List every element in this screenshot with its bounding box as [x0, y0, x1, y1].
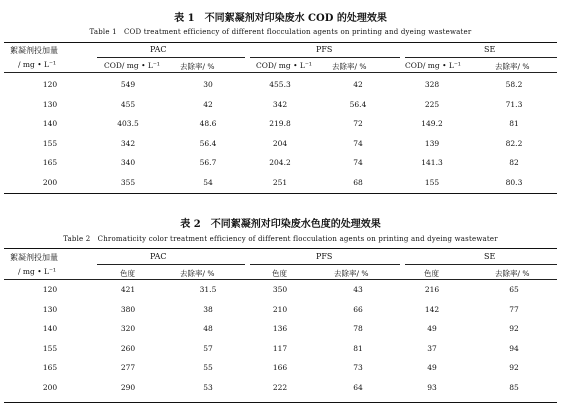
table-cell: 421 [120, 285, 136, 294]
table2-subheader: 色度 [120, 269, 135, 278]
table1-top-rule [4, 42, 557, 43]
table2-subheader: 去除率/ % [180, 269, 215, 278]
table-cell: 56.4 [199, 138, 217, 148]
table-cell: 117 [272, 343, 288, 353]
table-cell: 403.5 [117, 119, 139, 128]
table-cell: 219.8 [269, 119, 291, 128]
dosage-cell: 140 [42, 324, 58, 333]
table-cell: 355 [120, 177, 136, 187]
table-cell: 58.2 [505, 80, 523, 89]
table-cell: 48 [203, 324, 213, 333]
table-cell: 94 [509, 343, 519, 353]
table2-title-en: Table 2 Chromaticity color treatment efficiency of different flocculation agents on printing and dyeing wastewater [63, 235, 498, 243]
table-cell: 350 [272, 285, 288, 294]
table-cell: 71.3 [505, 99, 523, 109]
table-cell: 80.3 [505, 177, 523, 187]
table-cell: 204 [272, 138, 288, 148]
table-cell: 277 [120, 363, 136, 372]
table-cell: 222 [272, 382, 288, 392]
dosage-cell: 165 [42, 363, 58, 372]
table1-group-rule-pac [97, 57, 245, 58]
table-cell: 155 [424, 177, 440, 187]
dosage-cell: 155 [42, 138, 58, 148]
table-cell: 43 [353, 285, 363, 294]
table-cell: 340 [120, 158, 136, 167]
table2-subheader: 去除率/ % [334, 269, 369, 278]
table1-row-header-line2: / mg • L⁻¹ [18, 60, 56, 69]
table1-group-pac: PAC [150, 45, 167, 54]
table2-top-rule [4, 248, 557, 249]
dosage-cell: 200 [42, 177, 58, 187]
table2-group-se: SE [484, 252, 496, 261]
table-cell: 56.4 [349, 99, 367, 109]
dosage-cell: 130 [42, 99, 58, 109]
table-cell: 204.2 [269, 158, 291, 167]
table1-subheader: COD/ mg • L⁻¹ [256, 61, 312, 70]
table2-header-rule [4, 279, 557, 280]
table-cell: 82.2 [505, 138, 523, 148]
table-cell: 42 [203, 99, 213, 109]
table-cell: 149.2 [421, 119, 443, 128]
table-cell: 48.6 [199, 119, 217, 128]
table-cell: 142 [424, 304, 440, 314]
table-cell: 53 [203, 382, 213, 392]
table-cell: 49 [427, 363, 437, 372]
table-cell: 216 [424, 285, 440, 294]
table-cell: 57 [203, 343, 213, 353]
table-cell: 31.5 [199, 285, 217, 294]
table2-subheader: 去除率/ % [495, 269, 530, 278]
table-cell: 92 [509, 363, 519, 372]
table2-group-rule-pac [97, 264, 245, 265]
table-cell: 65 [509, 285, 519, 294]
table-cell: 455.3 [269, 80, 291, 89]
table-cell: 92 [509, 324, 519, 333]
table-cell: 342 [272, 99, 288, 109]
table-cell: 74 [353, 138, 363, 148]
table1-group-se: SE [484, 45, 496, 54]
table-cell: 320 [120, 324, 136, 333]
table1-subheader: 去除率/ % [180, 62, 215, 71]
table1-title-cn: 表 1 不同絮凝剂对印染废水 COD 的处理效果 [174, 13, 387, 24]
table-cell: 78 [353, 324, 363, 333]
dosage-cell: 155 [42, 343, 58, 353]
table-cell: 93 [427, 382, 437, 392]
table2-title-cn: 表 2 不同絮凝剂对印染废水色度的处理效果 [180, 219, 381, 230]
table-cell: 55 [203, 363, 213, 372]
table1-group-pfs: PFS [316, 45, 333, 54]
dosage-cell: 200 [42, 382, 58, 392]
table-cell: 210 [272, 304, 288, 314]
table-cell: 260 [120, 343, 136, 353]
table-cell: 342 [120, 138, 136, 148]
table2-group-rule-se [405, 264, 557, 265]
table1-title-en: Table 1 COD treatment efficiency of different flocculation agents on printing and dyeing wastewater [89, 28, 472, 36]
table-cell: 81 [509, 119, 519, 128]
table2-group-pfs: PFS [316, 252, 333, 261]
table-cell: 380 [120, 304, 136, 314]
dosage-cell: 140 [42, 119, 58, 128]
table-cell: 68 [353, 177, 363, 187]
table2-row-header-line2: / mg • L⁻¹ [18, 267, 56, 276]
table-cell: 81 [353, 343, 363, 353]
table-cell: 42 [353, 80, 363, 89]
table-cell: 549 [120, 80, 136, 89]
table-cell: 30 [203, 80, 213, 89]
table-cell: 251 [272, 177, 288, 187]
table-cell: 64 [353, 382, 363, 392]
table-cell: 37 [427, 343, 437, 353]
table-cell: 136 [272, 324, 288, 333]
table-cell: 85 [509, 382, 519, 392]
table-cell: 139 [424, 138, 440, 148]
table2-group-rule-pfs [250, 264, 400, 265]
table1-subheader: 去除率/ % [495, 62, 530, 71]
table-cell: 225 [424, 99, 440, 109]
table1-group-rule-pfs [250, 57, 400, 58]
table1-group-rule-se [405, 57, 557, 58]
table1-subheader: COD/ mg • L⁻¹ [104, 61, 160, 70]
table-cell: 455 [120, 99, 136, 109]
table1-header-rule [4, 72, 557, 73]
table-cell: 72 [353, 119, 363, 128]
table1-row-header-line1: 絮凝剂投加量 [10, 46, 58, 55]
table-cell: 56.7 [199, 158, 217, 167]
dosage-cell: 165 [42, 158, 58, 167]
table-cell: 49 [427, 324, 437, 333]
table-cell: 54 [203, 177, 213, 187]
table-cell: 82 [509, 158, 519, 167]
table1-bottom-rule [4, 193, 557, 194]
dosage-cell: 120 [42, 80, 58, 89]
table-cell: 66 [353, 304, 363, 314]
table2-row-header-line1: 絮凝剂投加量 [10, 253, 58, 262]
table2-bottom-rule [4, 402, 557, 403]
dosage-cell: 120 [42, 285, 58, 294]
table-cell: 141.3 [421, 158, 443, 167]
table2-subheader: 色度 [272, 269, 287, 278]
table1-subheader: 去除率/ % [332, 62, 367, 71]
table-cell: 77 [509, 304, 519, 314]
dosage-cell: 130 [42, 304, 58, 314]
table-cell: 38 [203, 304, 213, 314]
table-cell: 73 [353, 363, 363, 372]
table-cell: 290 [120, 382, 136, 392]
table-cell: 74 [353, 158, 363, 167]
table2-subheader: 色度 [424, 269, 439, 278]
table-cell: 328 [424, 80, 440, 89]
table-cell: 166 [272, 363, 288, 372]
table2-group-pac: PAC [150, 252, 167, 261]
table1-subheader: COD/ mg • L⁻¹ [405, 61, 461, 70]
